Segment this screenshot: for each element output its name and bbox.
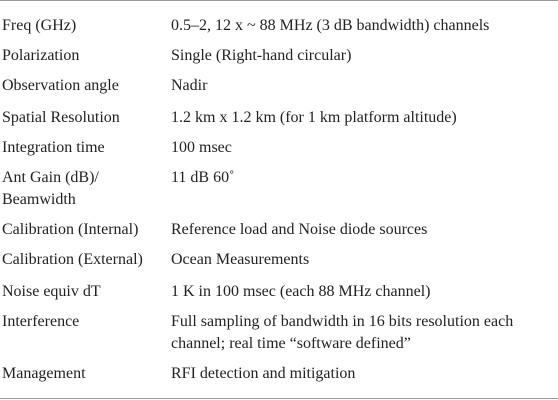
row-value: 1 K in 100 msec (each 88 MHz channel) — [171, 283, 431, 300]
table-top-rule — [0, 0, 558, 1]
row-label: Interference — [2, 313, 80, 330]
row-value: Full sampling of bandwidth in 16 bits resolution each channel; real time “software defined” — [171, 313, 514, 352]
row-label: Integration time — [2, 139, 105, 156]
row-label: Spatial Resolution — [2, 109, 120, 126]
row-value: 0.5–2, 12 x ~ 88 MHz (3 dB bandwidth) channels — [171, 17, 490, 34]
row-label: Polarization — [2, 47, 80, 64]
row-label: Observation angle — [2, 77, 119, 94]
row-label: Ant Gain (dB)/ Beamwidth — [2, 169, 99, 208]
row-label: Noise equiv dT — [2, 283, 101, 300]
row-value: Nadir — [171, 77, 208, 94]
row-label: Calibration (External) — [2, 251, 143, 268]
row-value: Reference load and Noise diode sources — [171, 221, 428, 238]
row-value: 1.2 km x 1.2 km (for 1 km platform altitude) — [171, 109, 457, 126]
row-label: Management — [2, 365, 86, 382]
row-value: 100 msec — [171, 139, 232, 156]
row-label: Calibration (Internal) — [2, 221, 139, 238]
table-bottom-rule — [0, 398, 558, 399]
row-value: RFI detection and mitigation — [171, 365, 356, 382]
row-value: Ocean Measurements — [171, 251, 310, 268]
row-value: Single (Right-hand circular) — [171, 47, 352, 64]
row-label: Freq (GHz) — [2, 17, 77, 34]
row-value: 11 dB 60˚ — [171, 169, 235, 186]
